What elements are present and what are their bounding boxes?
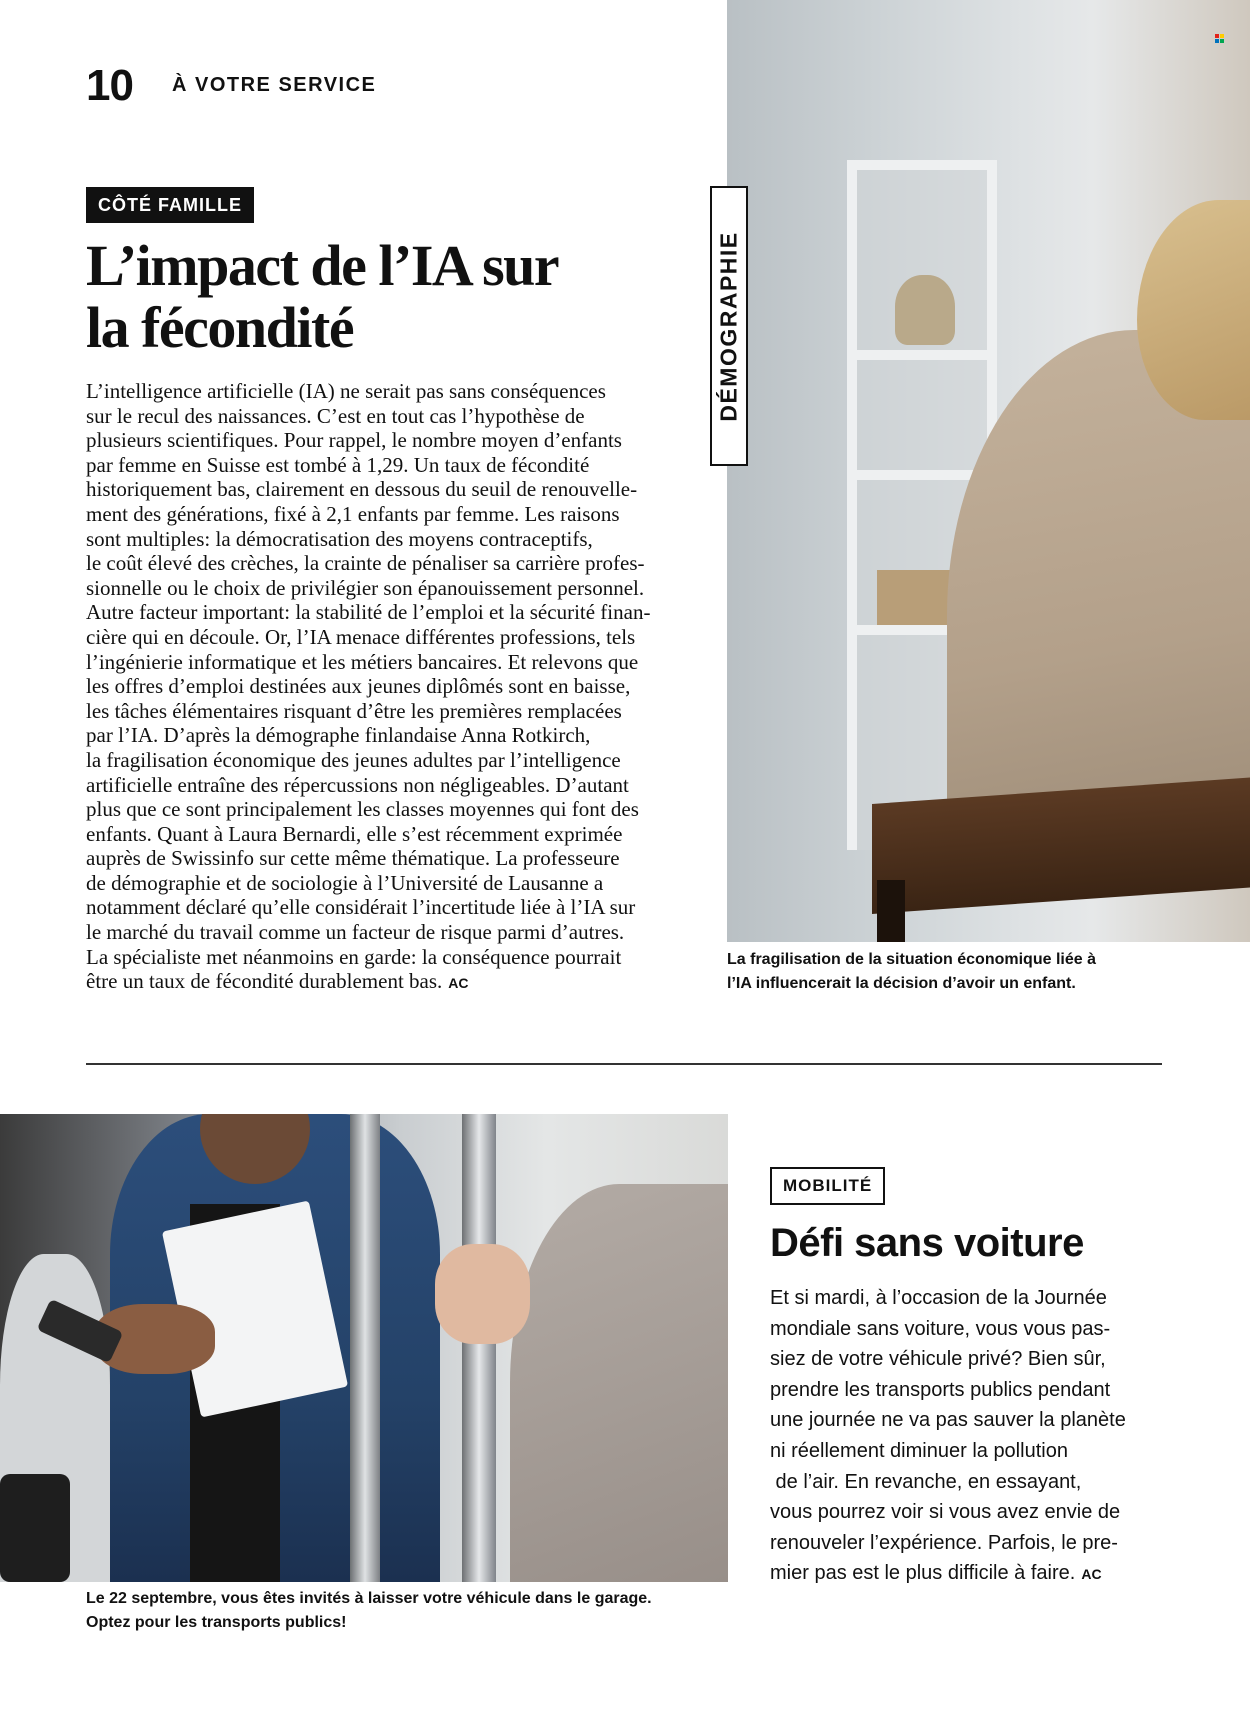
- body-line-text: de l’air. En revanche, en essayant,: [770, 1470, 1082, 1493]
- author-signature: AC: [448, 975, 469, 992]
- section-divider: [86, 1063, 1162, 1065]
- body-line-text: le marché du travail comme un facteur de risque parmi d’autres.: [86, 920, 625, 945]
- author-signature: AC: [1081, 1566, 1102, 1583]
- body-line: [86, 871, 674, 896]
- body-line: [770, 1375, 1170, 1406]
- photo-pole: [350, 1114, 380, 1582]
- body-line: [86, 748, 674, 773]
- sidebar-label: [710, 186, 748, 466]
- body-line: [86, 428, 674, 453]
- color-dots-icon: [1215, 34, 1225, 44]
- article-headline: Défi sans voiture: [770, 1221, 1084, 1265]
- page-number: 10: [86, 61, 133, 110]
- body-line-text: auprès de Swissinfo sur cette même thématique. La professeure: [86, 846, 620, 871]
- body-line: [86, 699, 674, 724]
- body-line: [770, 1314, 1170, 1345]
- body-line-text: notamment déclaré qu’elle considérait l’incertitude liée à l’IA sur: [86, 895, 636, 920]
- body-line-text: sionnelle ou le choix de privilégier son épanouissement personnel.: [86, 575, 645, 600]
- body-line: [86, 650, 674, 675]
- body-line-text: de démographie et de sociologie à l’Université de Lausanne a: [86, 870, 604, 895]
- body-line-text: L’intelligence artificielle (IA) ne serait pas sans conséquences: [86, 379, 606, 403]
- photo-vase: [895, 275, 955, 345]
- body-line: [86, 822, 674, 847]
- body-line-text: sur le recul des naissances. C’est en tout cas l’hypothèse de: [86, 403, 585, 428]
- body-line: [770, 1467, 1170, 1498]
- body-line: [770, 1497, 1170, 1528]
- body-line-text: la fragilisation économique des jeunes adultes par l’intelligence: [86, 747, 621, 772]
- body-line-text: La spécialiste met néanmoins en garde: la conséquence pourrait: [86, 944, 622, 969]
- body-line-text: cière qui en découle. Or, l’IA menace différentes professions, tels: [86, 624, 636, 649]
- kicker-cote-famille: CÔTÉ FAMILLE: [86, 187, 254, 223]
- body-line-text: plusieurs scientifiques. Pour rappel, le nombre moyen d’enfants: [86, 428, 622, 453]
- body-line: [86, 969, 674, 996]
- body-line-text: prendre les transports publics pendant: [770, 1378, 1111, 1401]
- headline-line: L’impact de l’IA sur: [86, 233, 559, 298]
- body-line-text: vous pourrez voir si vous avez envie de: [770, 1501, 1121, 1524]
- body-line-text: une journée ne va pas sauver la planète: [770, 1409, 1126, 1432]
- photo-box: [877, 570, 957, 625]
- body-line-text: les offres d’emploi destinées aux jeunes diplômés sont en baisse,: [86, 674, 631, 699]
- bottom-photo: [0, 1114, 728, 1582]
- top-photo-caption: [727, 948, 1127, 996]
- body-line: [86, 527, 674, 552]
- body-line: [86, 846, 674, 871]
- article-headline: [86, 235, 686, 359]
- body-line: [770, 1528, 1170, 1559]
- body-line-text: historiquement bas, clairement en dessous du seuil de renouvelle-: [86, 477, 638, 502]
- caption-line: Optez pour les transports publics!: [86, 1614, 347, 1631]
- kicker-mobilite: MOBILITÉ: [770, 1167, 885, 1205]
- photo-hand: [435, 1244, 530, 1344]
- caption-line: Le 22 septembre, vous êtes invités à laisser votre véhicule dans le garage.: [86, 1590, 652, 1607]
- body-line-text: renouveler l’expérience. Parfois, le pre-: [770, 1531, 1118, 1554]
- body-line-text: Autre facteur important: la stabilité de l’emploi et la sécurité finan-: [86, 600, 651, 625]
- body-line: [86, 920, 674, 945]
- photo-woman-sweater: [510, 1184, 728, 1582]
- body-line: [770, 1405, 1170, 1436]
- bottom-photo-caption: [86, 1587, 726, 1635]
- article-body: [86, 379, 674, 996]
- body-line-text: les tâches élémentaires risquant d’être les premières remplacées: [86, 698, 622, 723]
- body-line: [770, 1436, 1170, 1467]
- body-line: [86, 945, 674, 970]
- body-line: [86, 379, 674, 404]
- body-line-text: être un taux de fécondité durablement bas.: [86, 969, 443, 994]
- body-line: [86, 600, 674, 625]
- body-line: [86, 723, 674, 748]
- body-line-text: ment des générations, fixé à 2,1 enfants par femme. Les raisons: [86, 501, 620, 526]
- body-line-text: artificielle entraîne des répercussions non négligeables. D’autant: [86, 772, 629, 797]
- body-line: [770, 1344, 1170, 1375]
- body-line-text: ni réellement diminuer la pollution: [770, 1439, 1068, 1462]
- body-line-text: l’ingénierie informatique et les métiers bancaires. Et relevons que: [86, 649, 639, 674]
- body-line: [770, 1283, 1170, 1314]
- body-line-text: plus que ce sont principalement les classes moyennes qui font des: [86, 797, 639, 822]
- body-line-text: mondiale sans voiture, vous vous pas-: [770, 1317, 1111, 1340]
- body-line: [86, 797, 674, 822]
- body-line: [86, 773, 674, 798]
- body-line: [86, 625, 674, 650]
- body-line-text: enfants. Quant à Laura Bernardi, elle s’est récemment exprimée: [86, 821, 623, 846]
- photo-table-leg: [877, 880, 905, 942]
- caption-line: l’IA influencerait la décision d’avoir un enfant.: [727, 975, 1076, 992]
- body-line: [86, 404, 674, 429]
- article-body: [770, 1283, 1170, 1590]
- body-line-text: par femme en Suisse est tombé à 1,29. Un taux de fécondité: [86, 452, 590, 477]
- body-line: [86, 502, 674, 527]
- photo-bag: [0, 1474, 70, 1582]
- photo-pole: [462, 1114, 496, 1582]
- body-line-text: sont multiples: la démocratisation des moyens contraceptifs,: [86, 526, 593, 551]
- headline-line: la fécondité: [86, 295, 354, 360]
- top-photo: [727, 0, 1250, 942]
- body-line: [770, 1558, 1170, 1590]
- caption-line: La fragilisation de la situation économique liée à: [727, 951, 1096, 968]
- body-line-text: Et si mardi, à l’occasion de la Journée: [770, 1287, 1107, 1309]
- body-line: [86, 477, 674, 502]
- body-line: [86, 576, 674, 601]
- body-line: [86, 453, 674, 478]
- body-line: [86, 674, 674, 699]
- body-line: [86, 551, 674, 576]
- body-line: [86, 895, 674, 920]
- section-title: À VOTRE SERVICE: [172, 74, 377, 96]
- body-line-text: mier pas est le plus difficile à faire.: [770, 1562, 1076, 1585]
- body-line-text: par l’IA. D’après la démographe finlandaise Anna Rotkirch,: [86, 723, 591, 748]
- body-line-text: le coût élevé des crèches, la crainte de pénaliser sa carrière profes-: [86, 551, 645, 576]
- body-line-text: siez de votre véhicule privé? Bien sûr,: [770, 1348, 1106, 1371]
- sidebar-label-text: DÉMOGRAPHIE: [715, 230, 742, 422]
- photo-shelf-board: [847, 350, 997, 360]
